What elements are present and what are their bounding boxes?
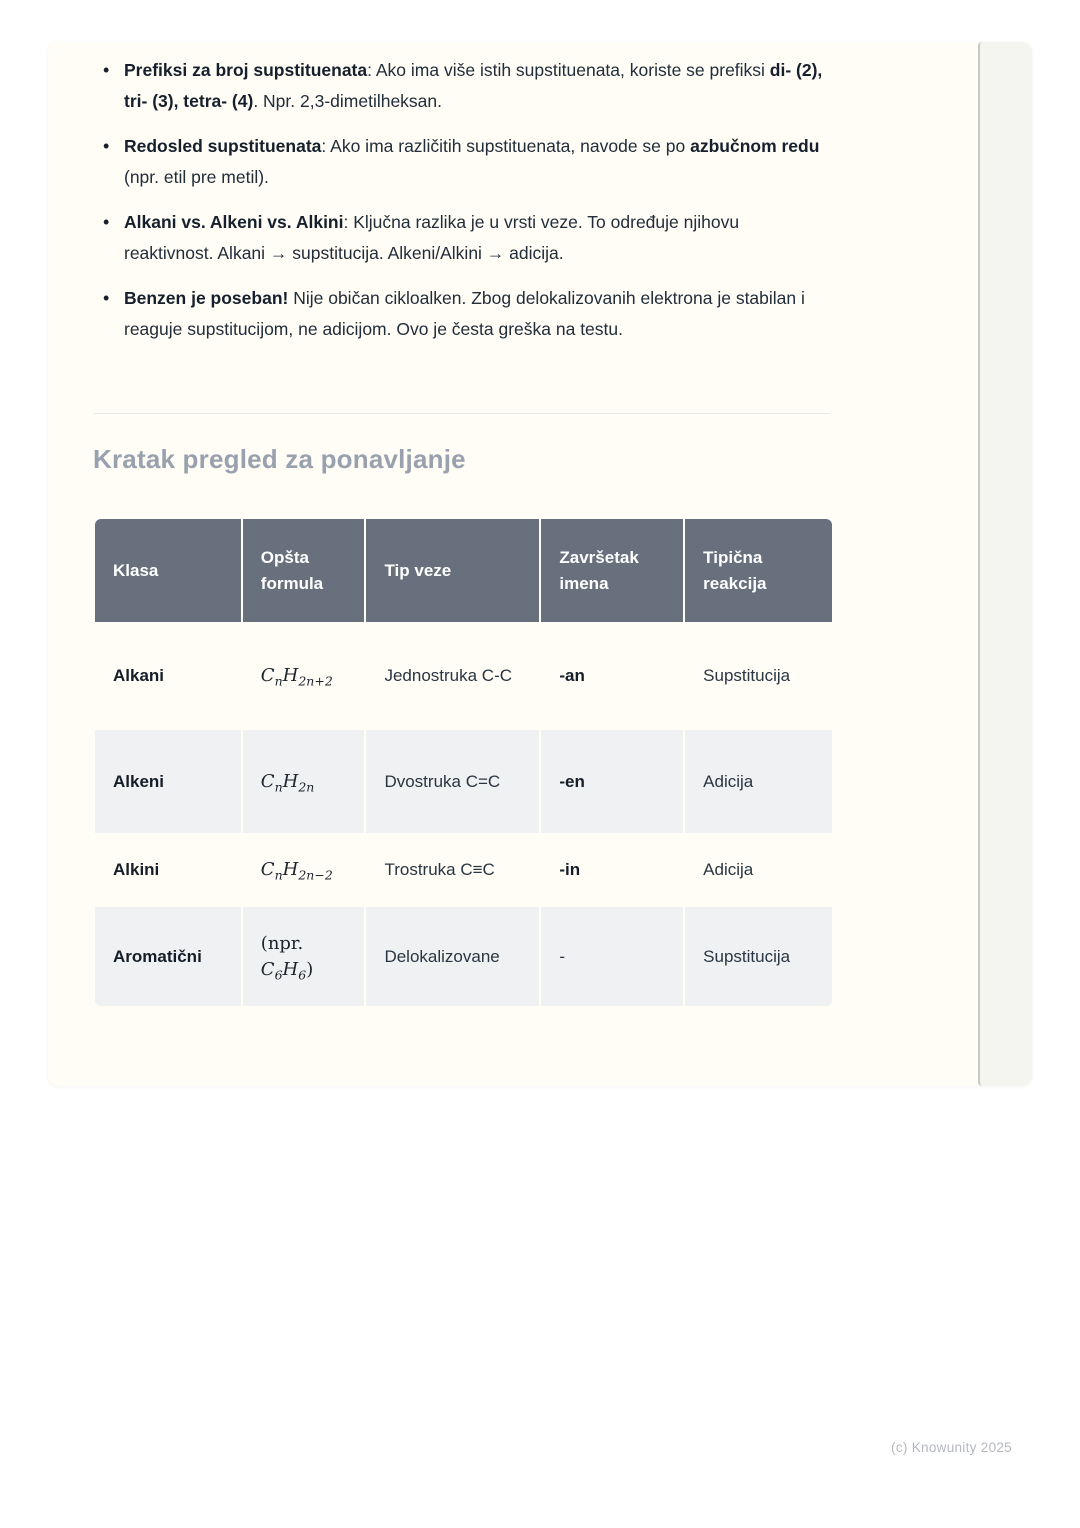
cell-formula: (npr. $C_6H_6$) — [243, 907, 365, 1006]
scrollbar-track[interactable] — [978, 42, 1032, 1086]
cell-reakcija: Supstitucija — [685, 907, 832, 1006]
bullet-item-benzene: • Benzen je poseban! Nije običan cikloalken. Zbog delokalizovanih elektrona je stabilan i reaguje supstitucijom, ne adicijom. Ovo je česta greška na testu. — [93, 283, 830, 345]
cell-zavrsetak: - — [541, 907, 683, 1006]
col-header-tip-veze: Tip veze — [366, 519, 539, 622]
cell-klasa: Alkeni — [95, 730, 241, 833]
bullet-item-alkane-comparison: • Alkani vs. Alkeni vs. Alkini: Ključna razlika je u vrsti veze. To određuje njihovu reaktivnost. Alkani → supstitucija. Alkeni/Alkini → adicija. — [93, 207, 830, 269]
summary-table-wrapper — [93, 517, 834, 1008]
col-header-tipicna-reakcija: Tipična reakcija — [685, 519, 832, 622]
col-header-opsta-formula: Opšta formula — [243, 519, 365, 622]
table-header-row — [95, 519, 832, 622]
bullet-item-substituent-order: • Redosled supstituenata: Ako ima različitih supstituenata, navode se po azbučnom redu (npr. etil pre metil). — [93, 131, 830, 193]
cell-tip-veze: Trostruka C≡C — [366, 835, 539, 905]
col-header-zavrsetak-imena: Završetak imena — [541, 519, 683, 622]
cell-tip-veze: Delokalizovane — [366, 907, 539, 1006]
cell-zavrsetak: -an — [541, 624, 683, 728]
copyright-footer: (c) Knowunity 2025 — [891, 1440, 1012, 1455]
note-page-card — [48, 42, 1032, 1086]
table-row-alkini — [95, 835, 832, 905]
section-divider — [93, 413, 830, 414]
section-heading: Kratak pregled za ponavljanje — [93, 444, 466, 474]
bullet-item-prefixes: • Prefiksi za broj supstituenata: Ako ima više istih supstituenata, koriste se prefiksi di- (2), tri- (3), tetra- (4). Npr. 2,3-dimetilheksan. — [93, 55, 830, 117]
key-points-list — [93, 55, 830, 359]
col-header-klasa: Klasa — [95, 519, 241, 622]
cell-klasa: Alkini — [95, 835, 241, 905]
cell-reakcija: Adicija — [685, 835, 832, 905]
table-row-alkeni — [95, 730, 832, 833]
cell-reakcija: Adicija — [685, 730, 832, 833]
cell-zavrsetak: -en — [541, 730, 683, 833]
table-row-aromaticni — [95, 907, 832, 1006]
cell-tip-veze: Jednostruka C-C — [366, 624, 539, 728]
cell-reakcija: Supstitucija — [685, 624, 832, 728]
cell-formula: $C_nH_{2n-2}$ — [243, 835, 365, 905]
cell-formula: $C_nH_{2n}$ — [243, 730, 365, 833]
cell-klasa: Aromatični — [95, 907, 241, 1006]
table-row-alkani — [95, 624, 832, 728]
cell-zavrsetak: -in — [541, 835, 683, 905]
cell-formula: $C_nH_{2n+2}$ — [243, 624, 365, 728]
cell-klasa: Alkani — [95, 624, 241, 728]
summary-table — [93, 517, 834, 1008]
cell-tip-veze: Dvostruka C=C — [366, 730, 539, 833]
